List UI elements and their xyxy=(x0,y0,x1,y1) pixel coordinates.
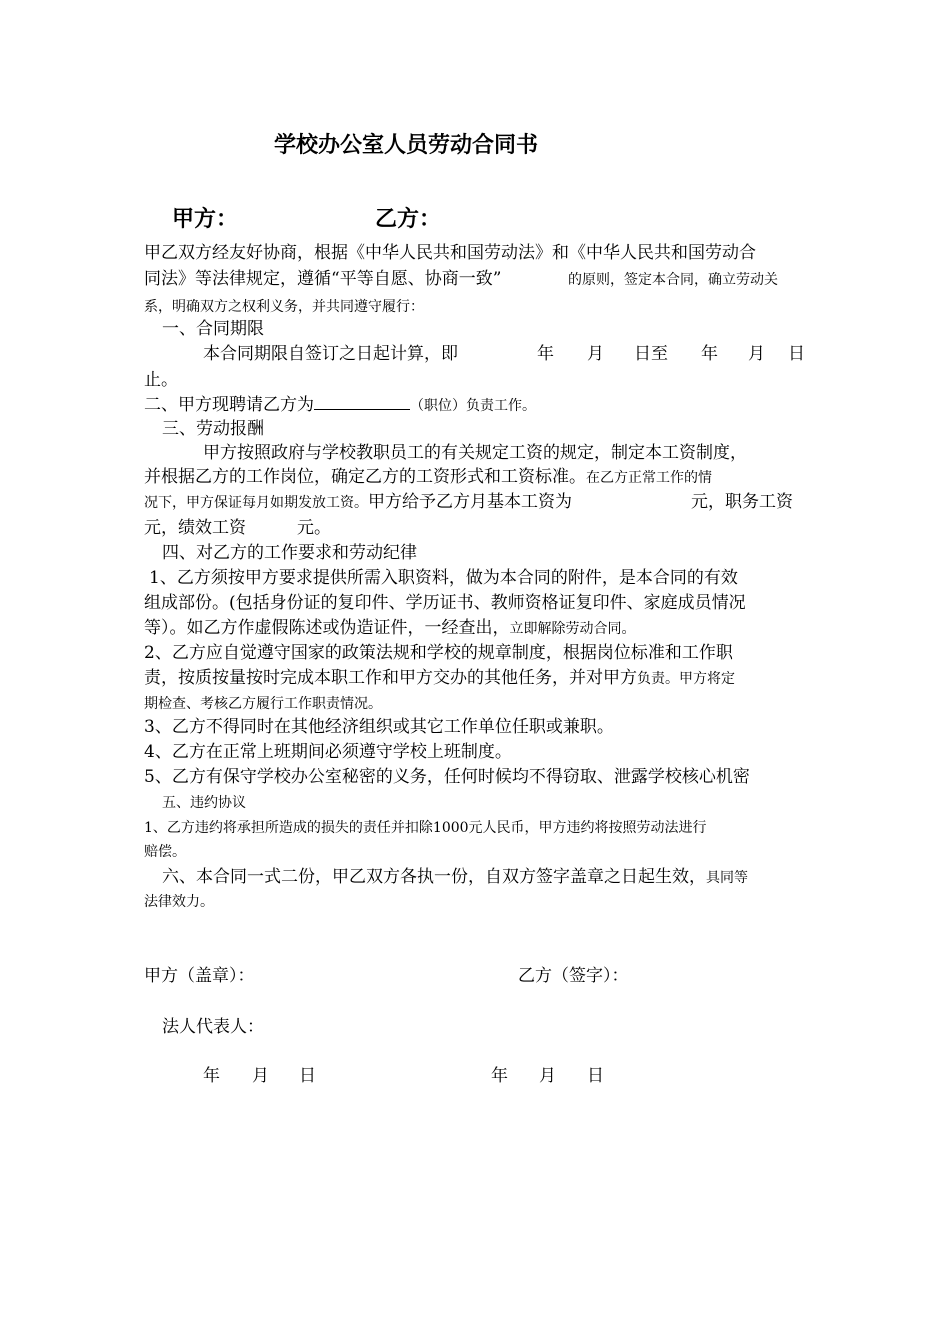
party-b-label: 乙方： xyxy=(375,207,442,232)
sign-date-a-month: 月 xyxy=(252,1066,269,1086)
section-4-item-3: 3、乙方不得同时在其他经济组织或其它工作单位任职或兼职。 xyxy=(144,717,614,737)
party-a-seal-label: 甲方（盖章）： xyxy=(144,966,255,986)
sign-date-b-month: 月 xyxy=(539,1066,556,1086)
section-1-line-2: 止。 xyxy=(144,370,178,390)
date-month-2: 月 xyxy=(748,344,765,364)
sign-date-b-year: 年 xyxy=(491,1066,508,1086)
section-1-heading: 一、合同期限 xyxy=(162,319,264,339)
party-b-sign-label: 乙方（签字）： xyxy=(518,966,629,986)
sign-date-a-day: 日 xyxy=(299,1066,316,1086)
legal-rep-label: 法人代表人： xyxy=(162,1017,264,1037)
position-blank xyxy=(314,394,410,410)
date-year-2: 年 xyxy=(701,344,718,364)
section-1-line-1: 本合同期限自签订之日起计算，即 xyxy=(203,344,458,364)
section-6-line-1: 六、本合同一式二份，甲乙双方各执一份，自双方签字盖章之日起生效，具同等 xyxy=(162,867,748,887)
section-4-item-1-line-1: 1、乙方须按甲方要求提供所需入职资料，做为本合同的附件，是本合同的有效 xyxy=(149,568,738,588)
section-3-line-2: 并根据乙方的工作岗位，确定乙方的工资形式和工资标准。在乙方正常工作的情 xyxy=(144,467,712,487)
party-a-label: 甲方： xyxy=(172,207,239,232)
date-day-2: 日 xyxy=(788,344,805,364)
date-month-1: 月 xyxy=(587,344,604,364)
section-6-line-2: 法律效力。 xyxy=(144,894,214,910)
section-4-item-4: 4、乙方在正常上班期间必须遵守学校上班制度。 xyxy=(144,742,512,762)
document-title: 学校办公室人员劳动合同书 xyxy=(274,133,539,158)
sign-date-a-year: 年 xyxy=(203,1066,220,1086)
section-5-line-1: 1、乙方违约将承担所造成的损失的责任并扣除1000元人民币，甲方违约将按照劳动法进行 xyxy=(144,820,707,836)
section-4-item-2-line-3: 期检查、考核乙方履行工作职责情况。 xyxy=(144,696,382,712)
section-3-heading: 三、劳动报酬 xyxy=(162,419,264,439)
section-5-heading: 五、违约协议 xyxy=(162,795,246,811)
date-year-1: 年 xyxy=(537,344,554,364)
section-3-line-4: 元，绩效工资 元。 xyxy=(144,518,331,538)
section-2-line: 二、甲方现聘请乙方为 （职位）负责工作。 xyxy=(144,395,536,415)
section-3-line-1: 甲方按照政府与学校教职员工的有关规定工资的规定，制定本工资制度， xyxy=(203,443,747,463)
intro-line-2: 同法》等法律规定，遵循“平等自愿、协商一致” 的原则，签定本合同，确立劳动关 xyxy=(144,269,778,289)
section-4-item-1-line-2: 组成部份。(包括身份证的复印件、学历证书、教师资格证复印件、家庭成员情况 xyxy=(144,593,746,613)
section-4-heading: 四、对乙方的工作要求和劳动纪律 xyxy=(162,543,417,563)
section-4-item-1-line-3: 等）。如乙方作虚假陈述或伪造证件，一经查出，立即解除劳动合同。 xyxy=(144,618,636,638)
section-4-item-2-line-1: 2、乙方应自觉遵守国家的政策法规和学校的规章制度，根据岗位标准和工作职 xyxy=(144,643,733,663)
intro-line-3: 系，明确双方之权利义务，并共同遵守履行： xyxy=(144,299,424,315)
sign-date-b-day: 日 xyxy=(587,1066,604,1086)
date-day-to: 日至 xyxy=(634,344,668,364)
intro-line-1: 甲乙双方经友好协商，根据《中华人民共和国劳动法》和《中华人民共和国劳动合 xyxy=(144,243,756,263)
section-4-item-2-line-2: 责，按质按量按时完成本职工作和甲方交办的其他任务，并对甲方负责。甲方将定 xyxy=(144,668,735,688)
section-3-line-3: 况下，甲方保证每月如期发放工资。甲方给予乙方月基本工资为 元，职务工资 xyxy=(144,492,793,512)
section-4-item-5: 5、乙方有保守学校办公室秘密的义务，任何时候均不得窃取、泄露学校核心机密 xyxy=(144,767,750,787)
section-5-line-2: 赔偿。 xyxy=(144,844,186,860)
